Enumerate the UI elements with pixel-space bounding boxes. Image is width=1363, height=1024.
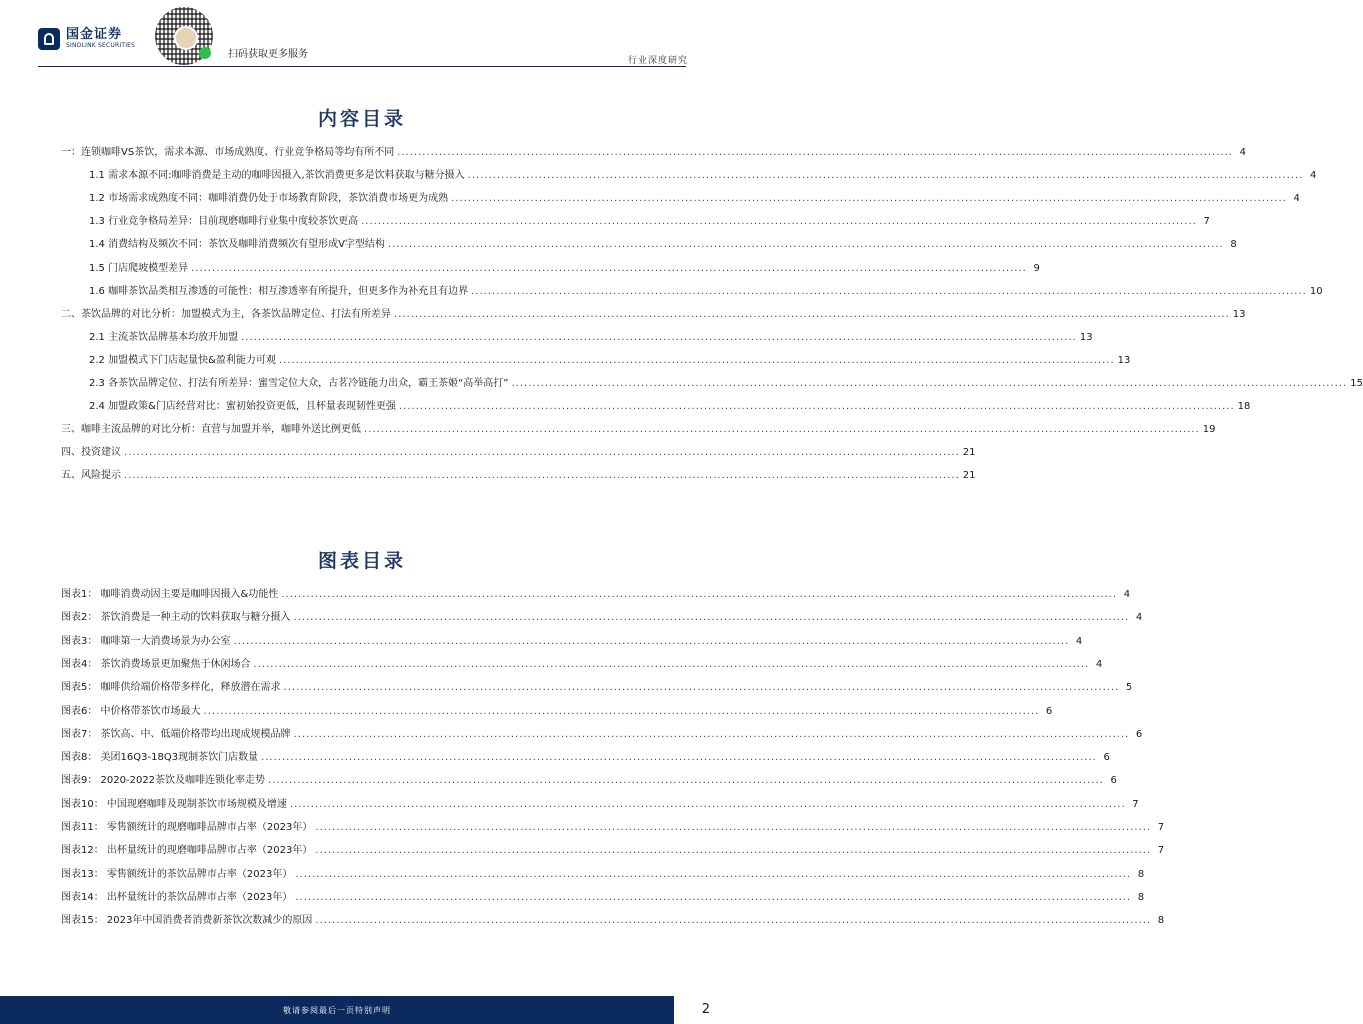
toc-entry-label: 图表3： 咖啡第一大消费场景为办公室: [61, 635, 231, 647]
toc-entry-page: 6: [1045, 705, 1053, 717]
toc-entry[interactable]: [89, 236, 1237, 252]
leader-dots: ........................................................................................................................................................................................................: [253, 658, 1090, 670]
toc-entry-label: 图表15： 2023年中国消费者消费新茶饮次数减少的原因: [61, 915, 313, 927]
toc-entry[interactable]: [61, 819, 1165, 835]
leader-dots: ........................................................................................................................................................................................................: [295, 891, 1132, 903]
logo-chinese-name: 国金证券: [66, 27, 123, 42]
sinolink-logo: [38, 28, 135, 50]
toc-entry[interactable]: [61, 633, 1083, 649]
toc-entry[interactable]: [89, 190, 1300, 206]
sinolink-logo-icon: [38, 28, 60, 50]
qr-caption: 扫码获取更多服务: [228, 49, 308, 60]
figures-title: 图表目录: [317, 550, 406, 572]
logo-english-name: SINOLINK SECURITIES: [66, 42, 136, 49]
toc-entry[interactable]: [61, 306, 1246, 322]
toc-entry-label: 1.6 咖啡茶饮品类相互渗透的可能性：相互渗透率有所提升，但更多作为补充且有边界: [89, 285, 469, 297]
toc-entry-page: 13: [1117, 354, 1131, 366]
toc-entry-label: 2.3 各茶饮品牌定位、打法有所差异：蜜雪定位大众，古茗冷链能力出众，霸王茶姬“高举高打”: [89, 378, 509, 389]
toc-entry-label: 1.1 需求本源不同:咖啡消费是主动的咖啡因摄入,茶饮消费更多是饮料获取与糖分摄入: [89, 170, 465, 182]
toc-entry[interactable]: [61, 866, 1145, 882]
toc-entry-page: 15: [1350, 378, 1363, 389]
toc-entry-label: 图表13： 零售额统计的茶饮品牌市占率（2023年）: [61, 868, 293, 880]
toc-entry-label: 一：连锁咖啡VS茶饮，需求本源、市场成熟度、行业竞争格局等均有所不同: [61, 147, 395, 158]
leader-dots: ........................................................................................................................................................................................................: [289, 798, 1126, 810]
leader-dots: ........................................................................................................................................................................................................: [397, 147, 1233, 158]
toc-entry[interactable]: [89, 352, 1131, 368]
leader-dots: ........................................................................................................................................................................................................: [471, 285, 1307, 297]
wechat-badge-icon: [199, 47, 211, 59]
toc-entry-page: 7: [1157, 845, 1165, 857]
toc-entry-label: 图表14： 出杯量统计的茶饮品牌市占率（2023年）: [61, 891, 293, 903]
toc-entry-page: 6: [1103, 752, 1110, 764]
toc-entry-label: 五、风险提示: [61, 470, 121, 482]
toc-entry[interactable]: [89, 213, 1210, 229]
toc-entry[interactable]: [61, 656, 1103, 672]
leader-dots: ........................................................................................................................................................................................................: [233, 635, 1070, 647]
toc-entry[interactable]: [61, 679, 1133, 695]
toc-entry-page: 18: [1237, 401, 1251, 413]
leader-dots: ........................................................................................................................................................................................................: [268, 775, 1104, 787]
toc-entry[interactable]: [61, 842, 1165, 858]
toc-entry-page: 19: [1202, 424, 1216, 436]
leader-dots: ........................................................................................................................................................................................................: [387, 239, 1224, 251]
leader-dots: ........................................................................................................................................................................................................: [364, 424, 1200, 436]
leader-dots: ........................................................................................................................................................................................................: [315, 845, 1152, 857]
toc-entry-page: 4: [1239, 147, 1246, 158]
toc-entry[interactable]: [61, 144, 1246, 160]
toc-entry[interactable]: [61, 586, 1131, 602]
page-footer: [0, 996, 724, 1024]
toc-entry-page: 4: [1135, 612, 1143, 624]
toc-entry-page: 4: [1123, 589, 1131, 600]
toc-entry[interactable]: [61, 703, 1053, 719]
toc-entry[interactable]: [61, 444, 976, 460]
toc-entry-page: 8: [1137, 868, 1145, 880]
toc-entry-label: 1.4 消费结构及频次不同：茶饮及咖啡消费频次有望形成V字型结构: [89, 239, 385, 251]
toc-entry-label: 三、咖啡主流品牌的对比分析：直营与加盟并举，咖啡外送比例更低: [61, 424, 361, 436]
toc-entry-label: 四、投资建议: [61, 447, 121, 459]
leader-dots: ........................................................................................................................................................................................................: [451, 193, 1287, 205]
toc-entry[interactable]: [89, 167, 1317, 183]
toc-entry[interactable]: [61, 609, 1143, 625]
footer-disclaimer: 敬请参阅最后一页特别声明: [283, 1006, 391, 1015]
toc-entry-page: 21: [962, 447, 976, 459]
page-number: 2: [701, 1002, 710, 1017]
leader-dots: ........................................................................................................................................................................................................: [511, 378, 1348, 389]
toc-entry-page: 4: [1075, 635, 1083, 647]
toc-entry-page: 5: [1125, 682, 1133, 694]
toc-entry-label: 图表6： 中价格带茶饮市场最大: [61, 705, 201, 717]
toc-entry-page: 7: [1203, 216, 1210, 228]
toc-entry[interactable]: [61, 726, 1143, 742]
leader-dots: ........................................................................................................................................................................................................: [281, 589, 1118, 600]
header-divider: [38, 66, 686, 67]
leader-dots: ........................................................................................................................................................................................................: [293, 612, 1130, 624]
toc-entry-page: 13: [1079, 331, 1093, 343]
toc-entry-label: 图表9： 2020-2022茶饮及咖啡连锁化率走势: [61, 775, 266, 787]
toc-entry[interactable]: [61, 796, 1139, 812]
toc-entry-page: 4: [1095, 658, 1103, 670]
toc-entry[interactable]: [61, 749, 1110, 765]
leader-dots: ........................................................................................................................................................................................................: [203, 705, 1040, 717]
toc-entry-label: 图表4： 茶饮消费场景更加聚焦于休闲场合: [61, 658, 251, 670]
leader-dots: ........................................................................................................................................................................................................: [398, 401, 1235, 413]
toc-entry[interactable]: [89, 283, 1323, 299]
toc-entry-label: 1.5 门店爬坡模型差异: [89, 262, 189, 274]
toc-entry-label: 图表1： 咖啡消费动因主要是咖啡因摄入&功能性: [61, 589, 279, 600]
leader-dots: ........................................................................................................................................................................................................: [261, 752, 1097, 764]
toc-entry-label: 1.2 市场需求成熟度不同：咖啡消费仍处于市场教育阶段，茶饮消费市场更为成熟: [89, 193, 449, 205]
leader-dots: ........................................................................................................................................................................................................: [278, 354, 1115, 366]
toc-entry-page: 21: [962, 470, 976, 482]
toc-entry[interactable]: [89, 375, 1363, 391]
toc-entry-label: 图表12： 出杯量统计的现磨咖啡品牌市占率（2023年）: [61, 845, 313, 857]
toc-entry[interactable]: [61, 421, 1216, 437]
report-type-label: 行业深度研究: [627, 56, 688, 66]
toc-title: 内容目录: [317, 108, 406, 130]
toc-entry-page: 13: [1232, 308, 1246, 320]
toc-entry-page: 4: [1293, 193, 1300, 205]
leader-dots: ........................................................................................................................................................................................................: [124, 470, 960, 482]
toc-entry[interactable]: [61, 889, 1145, 905]
toc-entry-page: 6: [1110, 775, 1117, 787]
toc-entry-page: 7: [1132, 798, 1139, 810]
toc-entry-label: 图表8： 美团16Q3-18Q3现制茶饮门店数量: [61, 752, 259, 764]
leader-dots: ........................................................................................................................................................................................................: [315, 915, 1152, 927]
toc-entry[interactable]: [89, 329, 1093, 345]
toc-entry-label: 1.3 行业竞争格局差异：目前现磨咖啡行业集中度较茶饮更高: [89, 216, 359, 228]
page-header: [0, 0, 724, 70]
toc-entry-page: 4: [1310, 170, 1317, 182]
toc-entry-page: 6: [1135, 728, 1143, 740]
toc-entry[interactable]: [61, 772, 1117, 788]
leader-dots: ........................................................................................................................................................................................................: [295, 868, 1132, 880]
leader-dots: ........................................................................................................................................................................................................: [241, 331, 1077, 343]
leader-dots: ........................................................................................................................................................................................................: [283, 682, 1120, 694]
toc-entry-label: 2.2 加盟模式下门店起量快&盈利能力可观: [89, 354, 276, 366]
toc-entry-label: 图表7： 茶饮高、中、低端价格带均出现成规模品牌: [61, 728, 291, 740]
leader-dots: ........................................................................................................................................................................................................: [293, 728, 1130, 740]
toc-entry[interactable]: [89, 260, 1040, 276]
toc-entry[interactable]: [61, 467, 976, 483]
toc-entry-label: 图表11： 零售额统计的现磨咖啡品牌市占率（2023年）: [61, 822, 313, 833]
leader-dots: ........................................................................................................................................................................................................: [124, 447, 960, 459]
toc-entry-label: 图表10： 中国现磨咖啡及现制茶饮市场规模及增速: [61, 798, 287, 810]
toc-entry-page: 7: [1157, 822, 1165, 833]
toc-entry-label: 2.4 加盟政策&门店经营对比：蜜初始投资更低，且杯量表现韧性更强: [89, 401, 396, 413]
toc-entry-page: 9: [1033, 262, 1040, 274]
toc-entry[interactable]: [89, 398, 1251, 414]
toc-entry-page: 8: [1157, 915, 1165, 927]
toc-entry-page: 8: [1230, 239, 1237, 251]
toc-entry-label: 图表5： 咖啡供给端价格带多样化，释放潜在需求: [61, 682, 281, 694]
toc-entry[interactable]: [61, 912, 1165, 928]
toc-entry-page: 8: [1137, 891, 1145, 903]
toc-entry-label: 图表2： 茶饮消费是一种主动的饮料获取与糖分摄入: [61, 612, 291, 624]
toc-entry-label: 二、茶饮品牌的对比分析：加盟模式为主，各茶饮品牌定位、打法有所差异: [61, 308, 391, 320]
toc-entry-page: 10: [1309, 285, 1323, 297]
leader-dots: ........................................................................................................................................................................................................: [467, 170, 1304, 182]
leader-dots: ........................................................................................................................................................................................................: [191, 262, 1027, 274]
leader-dots: ........................................................................................................................................................................................................: [394, 308, 1230, 320]
leader-dots: ........................................................................................................................................................................................................: [315, 822, 1152, 833]
leader-dots: ........................................................................................................................................................................................................: [361, 216, 1197, 228]
toc-entry-label: 2.1 主流茶饮品牌基本均放开加盟: [89, 331, 239, 343]
